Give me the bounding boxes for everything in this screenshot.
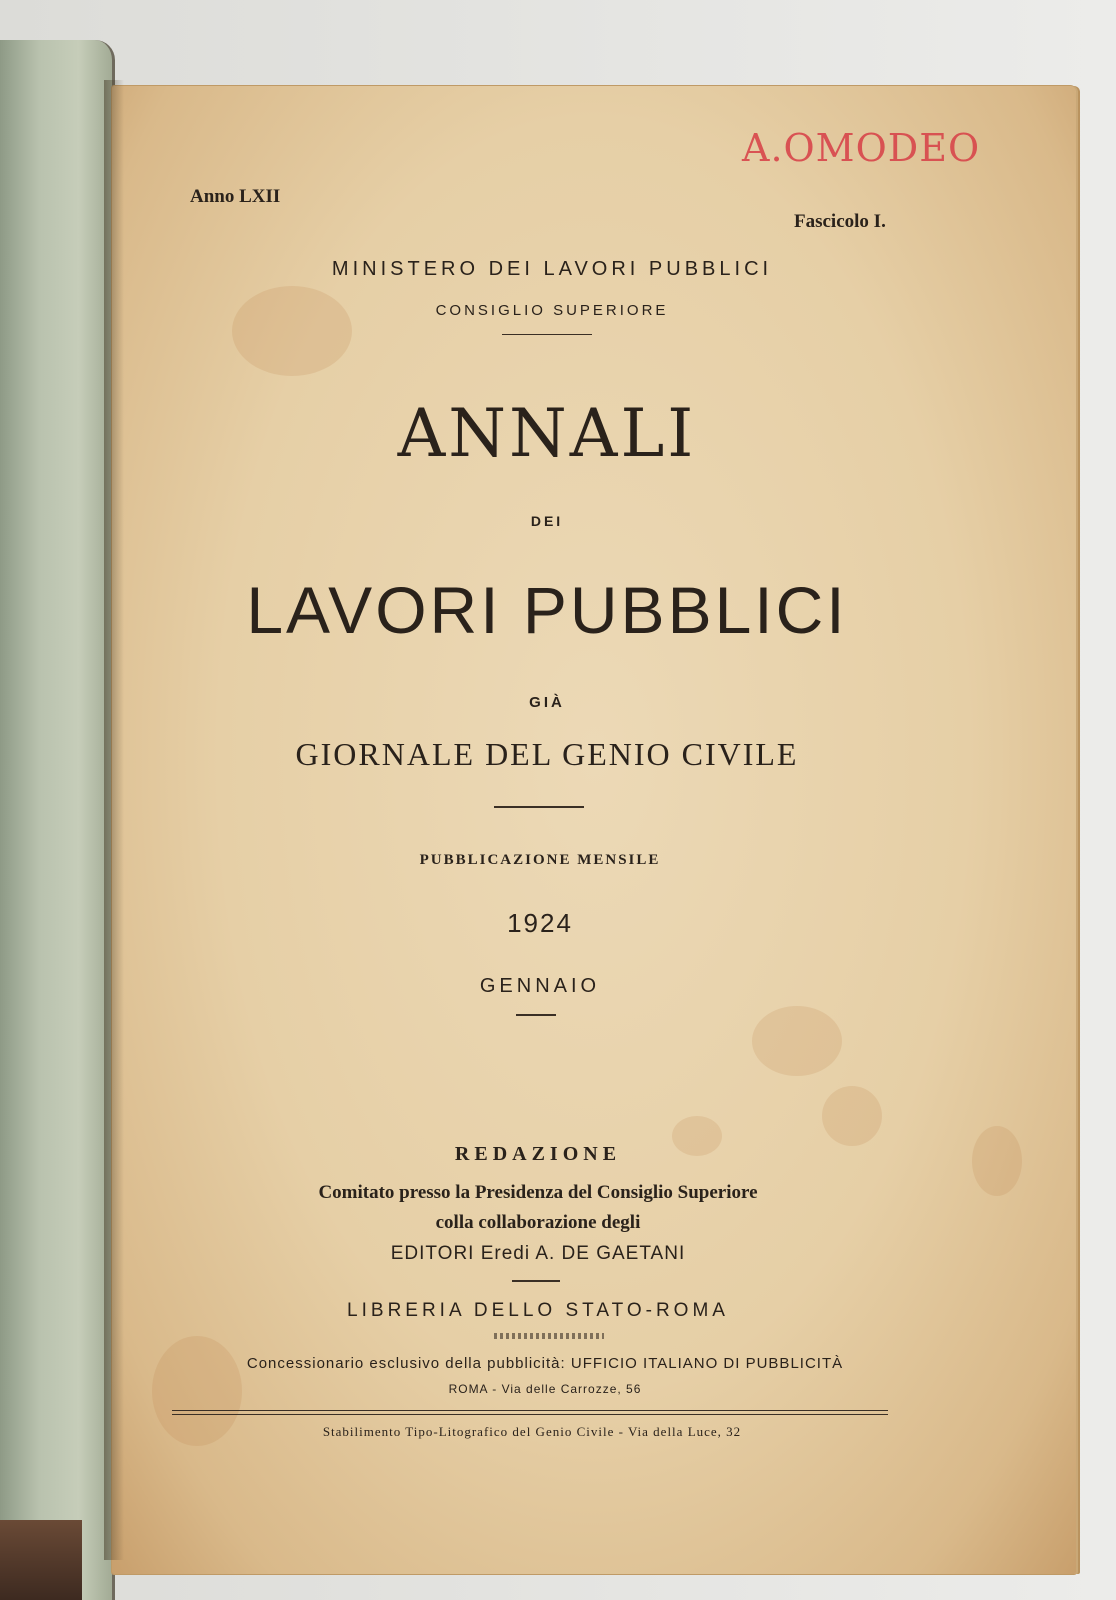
divider: [516, 1014, 556, 1016]
editorial-heading: REDAZIONE: [454, 1143, 622, 1165]
frequency-label: PUBBLICAZIONE MENSILE: [419, 852, 661, 868]
editorial-line-3: EDITORI Eredi A. DE GAETANI: [390, 1243, 686, 1264]
publication-month: GENNAIO: [479, 975, 601, 997]
council-heading: CONSIGLIO SUPERIORE: [435, 302, 669, 319]
issue-number-label: Fascicolo I.: [794, 211, 886, 232]
title-line-2: LAVORI PUBBLICI: [246, 573, 848, 647]
editorial-line-1: Comitato presso la Presidenza del Consiglio Superiore: [318, 1182, 758, 1203]
foxing-stain: [752, 1006, 842, 1076]
editorial-line-2: colla collaborazione degli: [435, 1212, 641, 1233]
wavy-divider: [494, 1333, 604, 1339]
footer-rule: [172, 1414, 888, 1415]
footer-rule: [172, 1410, 888, 1411]
book-board-edge: [0, 1520, 82, 1600]
advertising-line-1: Concessionario esclusivo della pubblicità: UFFICIO ITALIANO DI PUBBLICITÀ: [246, 1355, 844, 1372]
ministry-heading: MINISTERO DEI LAVORI PUBBLICI: [331, 258, 773, 280]
title-line-1: ANNALI: [397, 395, 697, 472]
divider: [502, 334, 592, 335]
book-binding: [0, 40, 115, 1600]
publication-year: 1924: [507, 908, 573, 938]
foxing-stain: [972, 1126, 1022, 1196]
advertising-line-2: ROMA - Via delle Carrozze, 56: [448, 1382, 642, 1396]
owner-stamp: A.OMODEO: [742, 126, 981, 170]
divider: [494, 806, 584, 808]
volume-year-label: Anno LXII: [190, 186, 281, 207]
foxing-stain: [822, 1086, 882, 1146]
formerly-label: GIÀ: [529, 694, 565, 711]
foxing-stain: [232, 286, 352, 376]
publisher-label: LIBRERIA DELLO STATO-ROMA: [347, 1300, 729, 1321]
divider: [512, 1280, 560, 1282]
title-connector: DEI: [530, 513, 564, 529]
printer-line: Stabilimento Tipo-Litografico del Genio Civile - Via della Luce, 32: [322, 1424, 742, 1439]
former-title: GIORNALE DEL GENIO CIVILE: [295, 736, 799, 772]
